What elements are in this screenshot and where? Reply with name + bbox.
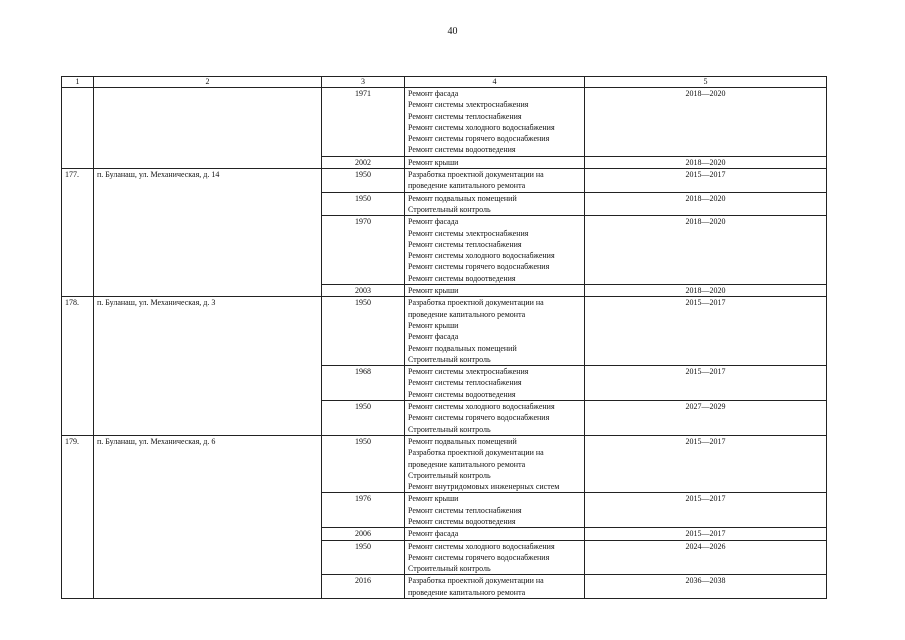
address-cell (94, 88, 322, 169)
period-cell: 2015—2017 (585, 435, 827, 492)
work-item: Ремонт системы водоотведения (408, 145, 516, 155)
works-cell (405, 575, 585, 599)
work-item: Ремонт системы холодного водоснабжения (408, 251, 555, 261)
work-item: проведение капитального ремонта (408, 309, 526, 319)
period-cell: 2018—2020 (585, 192, 827, 216)
works-cell (405, 192, 585, 216)
work-item: Ремонт системы теплоснабжения (408, 111, 522, 121)
work-item: Разработка проектной документации на (408, 448, 544, 458)
work-item: Ремонт подвальных помещений (408, 343, 517, 353)
period-cell: 2015—2017 (585, 297, 827, 366)
work-item: Ремонт системы горячего водоснабжения (408, 134, 550, 144)
work-item: Ремонт системы водоотведения (408, 389, 516, 399)
year-cell: 1950 (322, 169, 405, 193)
year-cell: 2002 (322, 156, 405, 168)
works-cell (405, 435, 585, 492)
row-number-cell: 177. (62, 169, 94, 297)
work-item: Ремонт системы теплоснабжения (408, 505, 522, 515)
work-item: Ремонт системы горячего водоснабжения (408, 413, 550, 423)
work-item: Разработка проектной документации на (408, 170, 544, 180)
work-item: проведение капитального ремонта (408, 587, 526, 597)
table-header (62, 77, 827, 88)
work-item: Ремонт системы электроснабжения (408, 228, 529, 238)
work-item: Ремонт фасада (408, 529, 459, 539)
repair-schedule-table (61, 76, 827, 599)
header-col-1: 1 (62, 77, 94, 88)
works-cell (405, 528, 585, 540)
year-cell: 1950 (322, 401, 405, 436)
year-cell: 1950 (322, 540, 405, 575)
table-row (62, 169, 827, 193)
year-cell: 1970 (322, 216, 405, 285)
works-cell (405, 169, 585, 193)
year-cell: 1950 (322, 297, 405, 366)
work-item: Ремонт системы холодного водоснабжения (408, 541, 555, 551)
period-cell: 2018—2020 (585, 285, 827, 297)
works-cell (405, 285, 585, 297)
work-item: Ремонт подвальных помещений (408, 436, 517, 446)
work-item: Ремонт фасада (408, 332, 459, 342)
period-cell: 2018—2020 (585, 216, 827, 285)
work-item: Разработка проектной документации на (408, 576, 544, 586)
table-body (62, 88, 827, 599)
work-item: Ремонт системы горячего водоснабжения (408, 262, 550, 272)
works-cell (405, 88, 585, 157)
work-item: Ремонт системы электроснабжения (408, 367, 529, 377)
work-item: Ремонт системы водоотведения (408, 273, 516, 283)
works-cell (405, 540, 585, 575)
work-item: Строительный контроль (408, 204, 491, 214)
header-row (62, 77, 827, 88)
work-item: Ремонт фасада (408, 89, 459, 98)
row-number-cell: 178. (62, 297, 94, 436)
address-cell: п. Буланаш, ул. Механическая, д. 3 (94, 297, 322, 436)
works-cell (405, 156, 585, 168)
period-cell: 2015—2017 (585, 366, 827, 401)
works-cell (405, 297, 585, 366)
year-cell: 1971 (322, 88, 405, 157)
work-item: Строительный контроль (408, 564, 491, 574)
period-cell: 2018—2020 (585, 88, 827, 157)
works-cell (405, 401, 585, 436)
table-row (62, 88, 827, 157)
address-cell: п. Буланаш, ул. Механическая, д. 14 (94, 169, 322, 297)
row-number-cell (62, 88, 94, 169)
works-cell (405, 216, 585, 285)
page-number: 40 (447, 26, 458, 37)
year-cell: 1950 (322, 435, 405, 492)
work-item: Строительный контроль (408, 354, 491, 364)
work-item: проведение капитального ремонта (408, 181, 526, 191)
period-cell: 2015—2017 (585, 528, 827, 540)
period-cell: 2024—2026 (585, 540, 827, 575)
period-cell: 2018—2020 (585, 156, 827, 168)
table-row (62, 297, 827, 366)
work-item: Ремонт крыши (408, 320, 459, 330)
period-cell: 2036—2038 (585, 575, 827, 599)
year-cell: 1968 (322, 366, 405, 401)
work-item: Ремонт системы горячего водоснабжения (408, 552, 550, 562)
work-item: Ремонт крыши (408, 286, 459, 296)
period-cell: 2015—2017 (585, 493, 827, 528)
year-cell: 1976 (322, 493, 405, 528)
work-item: Ремонт системы теплоснабжения (408, 239, 522, 249)
work-item: Строительный контроль (408, 470, 491, 480)
work-item: Ремонт подвальных помещений (408, 193, 517, 203)
row-number-cell: 179. (62, 435, 94, 598)
year-cell: 2016 (322, 575, 405, 599)
work-item: проведение капитального ремонта (408, 459, 526, 469)
work-item: Ремонт системы водоотведения (408, 516, 516, 526)
header-col-3: 3 (322, 77, 405, 88)
work-item: Ремонт системы теплоснабжения (408, 378, 522, 388)
works-cell (405, 493, 585, 528)
year-cell: 2003 (322, 285, 405, 297)
work-item: Ремонт внутридомовых инженерных систем (408, 482, 560, 492)
header-col-2: 2 (94, 77, 322, 88)
header-col-5: 5 (585, 77, 827, 88)
work-item: Ремонт фасада (408, 217, 459, 227)
work-item: Разработка проектной документации на (408, 298, 544, 308)
works-cell (405, 366, 585, 401)
table-row (62, 435, 827, 492)
header-col-4: 4 (405, 77, 585, 88)
work-item: Ремонт системы электроснабжения (408, 100, 529, 110)
work-item: Ремонт системы холодного водоснабжения (408, 402, 555, 412)
period-cell: 2015—2017 (585, 169, 827, 193)
work-item: Ремонт крыши (408, 157, 459, 167)
period-cell: 2027—2029 (585, 401, 827, 436)
work-item: Ремонт крыши (408, 494, 459, 504)
year-cell: 1950 (322, 192, 405, 216)
work-item: Строительный контроль (408, 424, 491, 434)
work-item: Ремонт системы холодного водоснабжения (408, 122, 555, 132)
address-cell: п. Буланаш, ул. Механическая, д. 6 (94, 435, 322, 598)
year-cell: 2006 (322, 528, 405, 540)
